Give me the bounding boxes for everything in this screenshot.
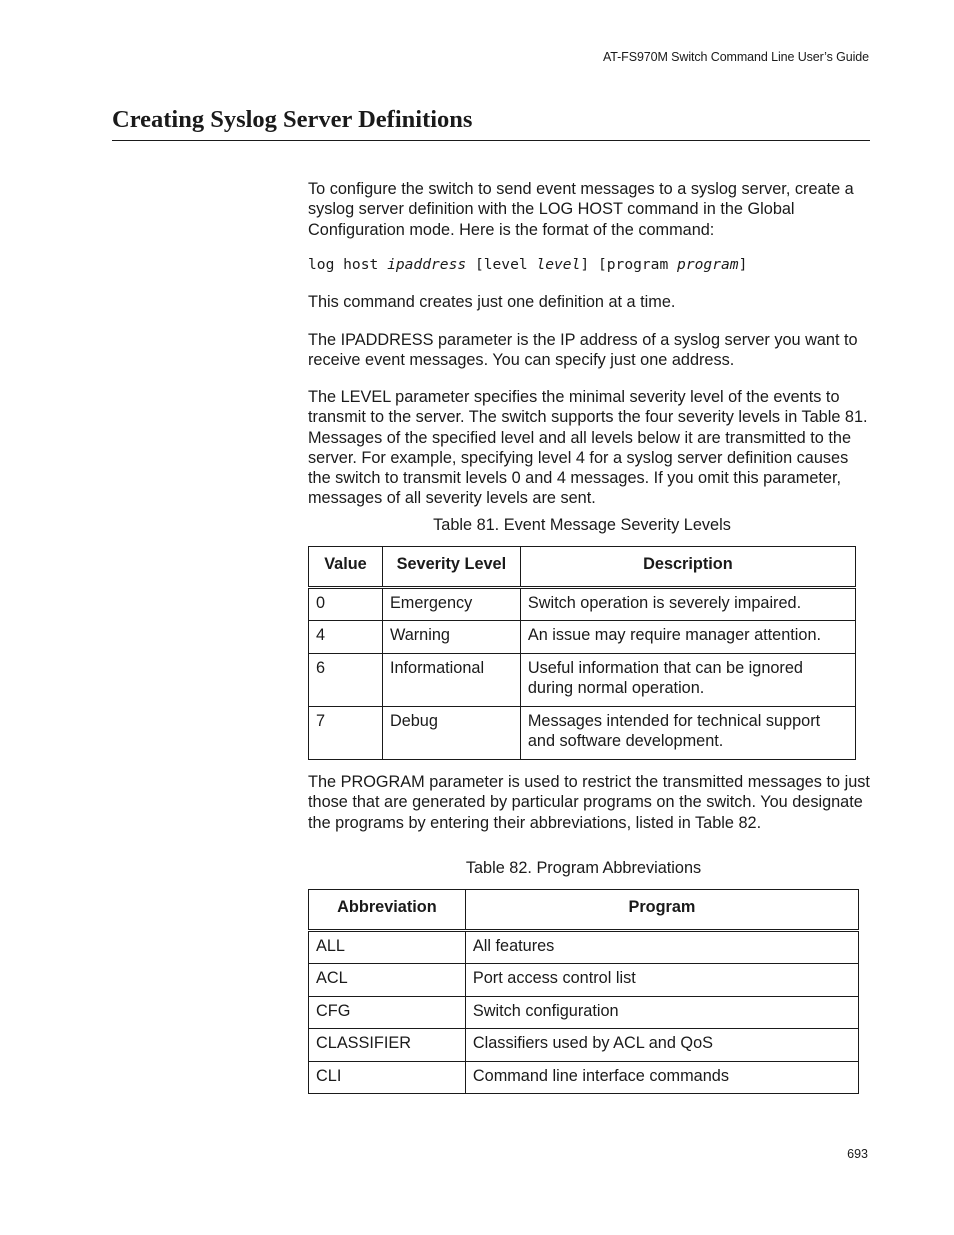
cell-value: 7: [309, 706, 383, 759]
cell-description: An issue may require manager attention.: [520, 621, 855, 654]
table81-caption: Table 81. Event Message Severity Levels: [433, 516, 731, 534]
table-row: [309, 621, 856, 654]
cell-program: Command line interface commands: [465, 1061, 858, 1094]
program-abbreviations-table: [308, 889, 859, 1094]
table-row: [309, 930, 859, 964]
table-row: [309, 653, 856, 706]
running-head: AT-FS970M Switch Command Line User’s Guide: [602, 50, 869, 64]
cell-abbreviation: CLASSIFIER: [309, 1029, 466, 1062]
page-number: 693: [847, 1147, 868, 1161]
column-header-severity-level: Severity Level: [382, 547, 520, 588]
cell-program: All features: [465, 930, 858, 964]
cell-description: Switch operation is severely impaired.: [520, 587, 855, 621]
cell-description: Messages intended for technical support and software development.: [520, 706, 855, 759]
intro-paragraph: To configure the switch to send event messages to a syslog server, create a syslog server definition with the LOG HOST command in the Global Configuration mode. Here is the format of the command:: [308, 180, 854, 239]
program-paragraph: The PROGRAM parameter is used to restrict the transmitted messages to just those that are generated by particular programs on the switch. You designate the programs by entering their abbreviations, listed in Table 82.: [308, 773, 870, 832]
cell-description: Useful information that can be ignored during normal operation.: [520, 653, 855, 706]
cell-value: 4: [309, 621, 383, 654]
table-row: [309, 706, 856, 759]
ipaddress-paragraph: The IPADDRESS parameter is the IP address of a syslog server you want to receive event messages. You can specify just one address.: [308, 331, 858, 370]
cell-severity-level: Warning: [382, 621, 520, 654]
cell-value: 6: [309, 653, 383, 706]
cell-abbreviation: CFG: [309, 996, 466, 1029]
command-var-level: level: [536, 256, 581, 273]
command-text-1: log host: [308, 256, 388, 273]
command-var-program: program: [677, 256, 739, 273]
table-row: [309, 964, 859, 997]
cell-program: Classifiers used by ACL and QoS: [465, 1029, 858, 1062]
one-definition-paragraph: This command creates just one definition at a time.: [308, 293, 676, 311]
cell-severity-level: Debug: [382, 706, 520, 759]
column-header-abbreviation: Abbreviation: [309, 890, 466, 931]
command-text-4: ]: [738, 256, 748, 273]
cell-program: Switch configuration: [465, 996, 858, 1029]
table-header-row: [309, 890, 859, 931]
table82-caption: Table 82. Program Abbreviations: [465, 859, 702, 877]
title-rule: [112, 140, 870, 141]
table-row: [309, 1029, 859, 1062]
cell-severity-level: Informational: [382, 653, 520, 706]
section-title: Creating Syslog Server Definitions: [112, 106, 473, 133]
table-row: [309, 996, 859, 1029]
severity-levels-table: [308, 546, 856, 760]
column-header-description: Description: [520, 547, 855, 588]
command-text-2: [level: [466, 256, 537, 273]
cell-abbreviation: ALL: [309, 930, 466, 964]
cell-value: 0: [309, 587, 383, 621]
column-header-value: Value: [309, 547, 383, 588]
table-header-row: [309, 547, 856, 588]
command-var-ipaddress: ipaddress: [387, 256, 467, 273]
level-paragraph: The LEVEL parameter specifies the minimal severity level of the events to transmit to the server. The switch supports the four severity levels in Table 81. Messages of the specified level and all levels below it are transmitted to the server. For example, specifying level 4 for a syslog server definition causes the switch to transmit levels 0 and 4 messages. If you omit this parameter, messages of all severity levels are sent.: [308, 388, 868, 508]
column-header-program: Program: [465, 890, 858, 931]
cell-abbreviation: ACL: [309, 964, 466, 997]
cell-severity-level: Emergency: [382, 587, 520, 621]
table-row: [309, 1061, 859, 1094]
command-text-3: ] [program: [580, 256, 678, 273]
table-row: [309, 587, 856, 621]
cell-program: Port access control list: [465, 964, 858, 997]
command-syntax: [308, 256, 747, 273]
cell-abbreviation: CLI: [309, 1061, 466, 1094]
